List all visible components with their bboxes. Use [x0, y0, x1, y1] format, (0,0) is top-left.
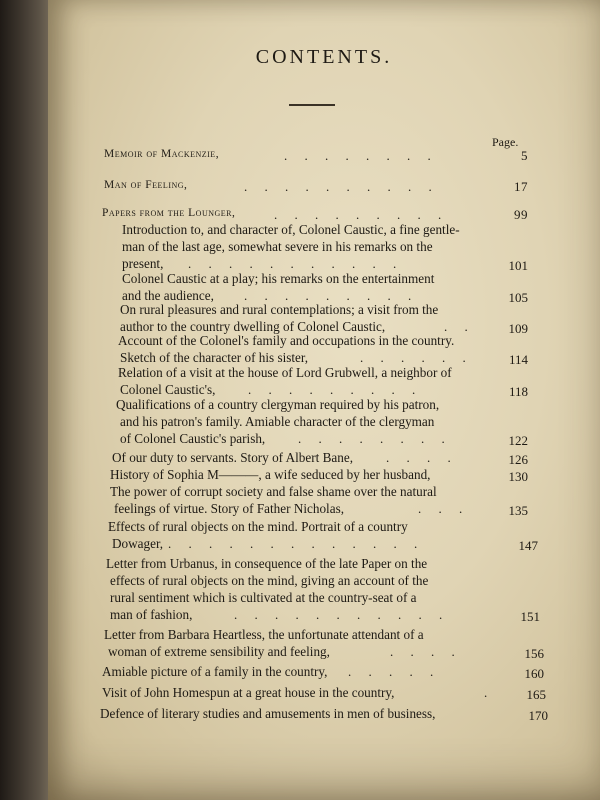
entry-line: Amiable picture of a family in the country,: [102, 664, 328, 679]
book-gutter: [0, 0, 48, 800]
page-title: CONTENTS.: [255, 46, 393, 68]
leader-dots: . . . . . . . . .: [274, 207, 449, 222]
entry-line: On rural pleasures and rural contemplations; a visit from the: [120, 302, 439, 317]
entry-line: Account of the Colonel's family and occupations in the country.: [118, 333, 455, 348]
entry-line: Defence of literary studies and amusements in men of business,: [100, 706, 436, 721]
page-number: 147: [518, 538, 538, 553]
entry-line: and his patron's family. Amiable character of the clergyman: [120, 414, 435, 429]
page-number: 151: [520, 609, 540, 624]
leader-dots: . .: [444, 319, 475, 334]
page-number: 135: [508, 503, 528, 518]
entry-line: of Colonel Caustic's parish,: [120, 431, 266, 446]
entry-text: Memoir of Mackenzie,: [104, 148, 220, 160]
page-number: 109: [508, 321, 528, 336]
entry-line: man of fashion,: [110, 607, 193, 622]
entry-line: Introduction to, and character of, Colonel Caustic, a fine gentle-: [122, 222, 460, 237]
entry-line: man of the last age, somewhat severe in his remarks on the: [122, 239, 433, 254]
leader-dots: . . . . . . . .: [298, 431, 452, 446]
entry-line: Relation of a visit at the house of Lord Grubwell, a neighbor of: [118, 365, 452, 380]
entry-line: History of Sophia M———, a wife seduced by her husband,: [110, 467, 431, 482]
leader-dots: . . . . . .: [360, 350, 473, 365]
entry-line: Sketch of the character of his sister,: [120, 350, 309, 365]
page-number: 17: [514, 179, 528, 194]
page-number: 118: [508, 384, 528, 399]
page-number: 170: [528, 708, 548, 723]
page-number: 114: [508, 352, 528, 367]
entry-line: Letter from Barbara Heartless, the unfortunate attendant of a: [104, 627, 424, 642]
leader-dots: . . . . . . . . .: [248, 382, 423, 397]
entry-line: and the audience,: [122, 288, 214, 303]
page-number: 165: [526, 687, 546, 702]
page-number: 122: [508, 433, 528, 448]
entry-line: present,: [122, 256, 164, 271]
leader-dots: . . . .: [390, 644, 462, 659]
book-page: [48, 0, 600, 800]
page-number: 105: [508, 290, 528, 305]
leader-dots: . . . . . . . .: [284, 148, 438, 163]
entry-line: woman of extreme sensibility and feeling,: [108, 644, 330, 659]
entry-line: Letter from Urbanus, in consequence of the late Paper on the: [106, 556, 428, 571]
leader-dots: . . . . . . . . . . .: [234, 607, 450, 622]
entry-line: Qualifications of a country clergyman required by his patron,: [116, 397, 440, 412]
page-number: 99: [514, 207, 528, 222]
entry-line: author to the country dwelling of Colonel Caustic,: [120, 319, 386, 334]
entry-line: The power of corrupt society and false shame over the natural: [110, 484, 437, 499]
entry-line: Colonel Caustic at a play; his remarks on the entertainment: [122, 271, 435, 286]
leader-dots: . . . . . . . . .: [244, 288, 419, 303]
leader-dots: . . . . . . . . . . .: [188, 256, 404, 271]
title-rule: [289, 104, 335, 106]
page-number: 126: [508, 452, 528, 467]
entry-text: Man of Feeling,: [104, 179, 188, 191]
page-column-label: Page.: [492, 135, 519, 149]
entry-line: rural sentiment which is cultivated at the country-seat of a: [110, 590, 417, 605]
page-number: 101: [508, 258, 528, 273]
entry-line: Effects of rural objects on the mind. Portrait of a country: [108, 519, 408, 534]
entry-line: Visit of John Homespun at a great house in the country,: [102, 685, 395, 700]
leader-dots: . . . .: [386, 450, 458, 465]
leader-dots: . . . . . . . . . .: [244, 179, 439, 194]
entry-line: effects of rural objects on the mind, giving an account of the: [110, 573, 429, 588]
entry-line: Of our duty to servants. Story of Albert Bane,: [112, 450, 353, 465]
leader-dots: . . . . . . . . . . . . .: [168, 536, 425, 551]
page-number: 5: [521, 148, 528, 163]
leader-dots: . . . . .: [348, 664, 441, 679]
entry-line: feelings of virtue. Story of Father Nicholas,: [114, 501, 344, 516]
entry-line: Colonel Caustic's,: [120, 382, 216, 397]
page-number: 156: [524, 646, 544, 661]
entry-line: Dowager,: [112, 536, 164, 551]
page-number: 130: [508, 469, 528, 484]
page-number: 160: [524, 666, 544, 681]
leader-dots: .: [484, 685, 495, 700]
entry-text: Papers from the Lounger,: [102, 207, 236, 219]
leader-dots: . . .: [418, 501, 470, 516]
